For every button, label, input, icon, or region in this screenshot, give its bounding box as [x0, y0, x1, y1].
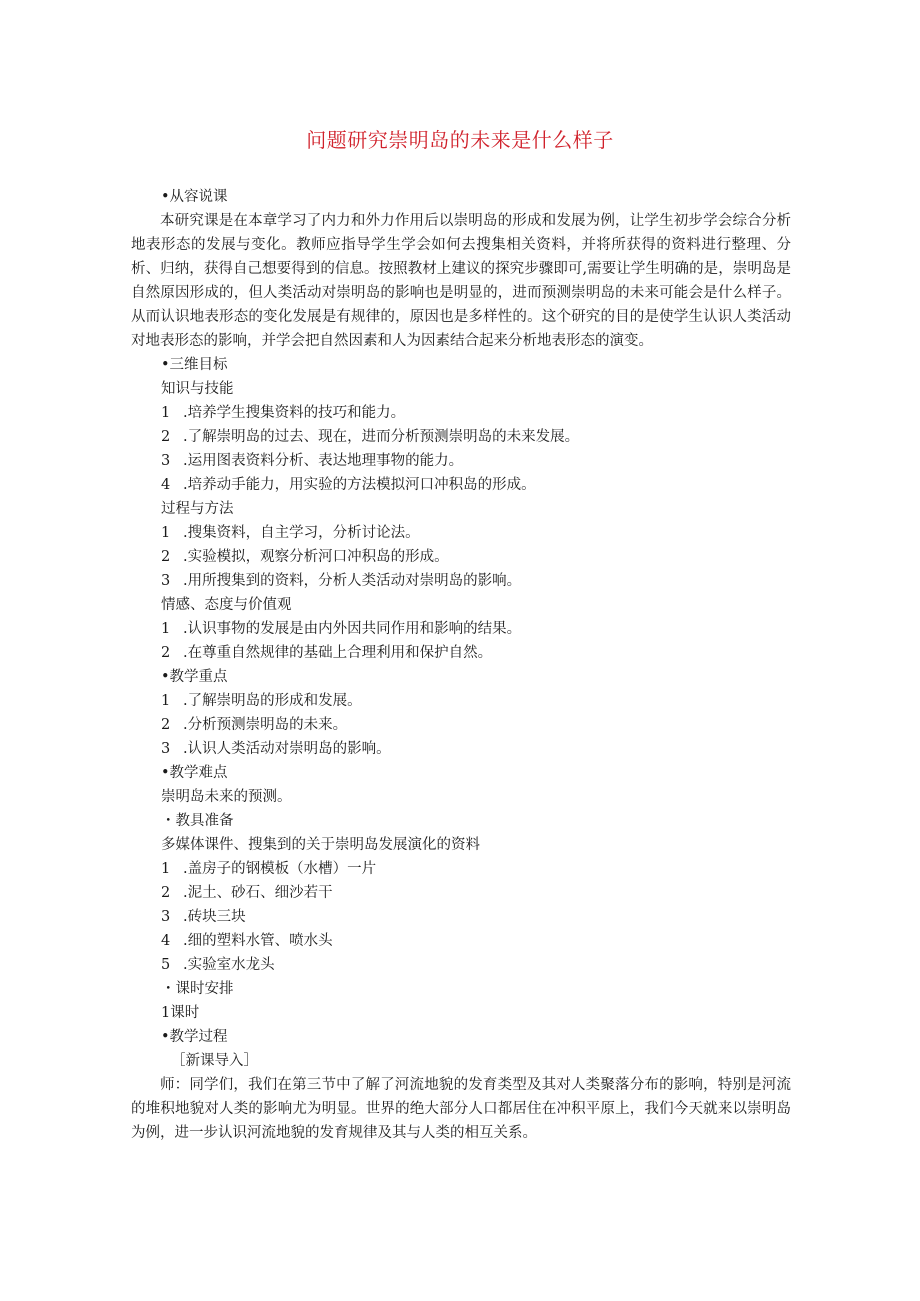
document-body [131, 185, 791, 1145]
list-item: 2 .泥土、砂石、细沙若干 [161, 885, 333, 901]
subheading-process-methods: 过程与方法 [161, 501, 234, 517]
teaching-notes-paragraph: 本研究课是在本章学习了内力和外力作用后以崇明岛的形成和发展为例，让学生初步学会综合分析地表形态的发展与变化。教师应指导学生学会如何去搜集相关资料，并将所获得的资料进行整理、分析、归纳，获得自己想要得到的信息。按照教材上建议的探究步骤即可,需要让学生明确的是，崇明岛是自然原因形成的，但人类活动对崇明岛的影响也是明显的，进而预测崇明岛的未来可能会是什么样子。从而认识地表形态的变化发展是有规律的，原因也是多样性的。这个研究的目的是使学生认识人类活动对地表形态的影响，并学会把自然因素和人为因素结合起来分析地表形态的演变。 [131, 213, 791, 349]
document-title: 问题研究崇明岛的未来是什么样子 [306, 128, 614, 152]
list-item: 1 .盖房子的钢模板（水槽）一片 [161, 861, 377, 877]
list-item: 3 .砖块三块 [161, 909, 246, 925]
list-item: 1 .搜集资料，自主学习，分析讨论法。 [161, 525, 420, 541]
section-heading-teaching-notes: •从容说课 [161, 189, 228, 205]
list-item: 4 .培养动手能力，用实验的方法模拟河口冲积岛的形成。 [161, 477, 536, 493]
section-heading-schedule: ・课时安排 [161, 981, 234, 997]
list-item: 2 .实验模拟，观察分析河口冲积岛的形成。 [161, 549, 449, 565]
teaching-aids-text: 多媒体课件、搜集到的关于崇明岛发展演化的资料 [161, 837, 480, 853]
list-item: 3 .运用图表资料分析、表达地理事物的能力。 [161, 453, 464, 469]
section-heading-objectives: •三维目标 [161, 357, 228, 373]
list-item: 5 .实验室水龙头 [161, 957, 275, 973]
subheading-attitudes-values: 情感、态度与价值观 [161, 597, 292, 613]
list-item: 2 .了解崇明岛的过去、现在，进而分析预测崇明岛的未来发展。 [161, 429, 580, 445]
subheading-knowledge-skills: 知识与技能 [161, 381, 234, 397]
schedule-text: 1课时 [161, 1005, 200, 1021]
section-heading-process: •教学过程 [161, 1029, 228, 1045]
introduction-paragraph: 师：同学们，我们在第三节中了解了河流地貌的发育类型及其对人类聚落分布的影响，特别是河流的堆积地貌对人类的影响尤为明显。世界的绝大部分人口都居住在冲积平原上，我们今天就来以崇明岛为例，进一步认识河流地貌的发育规律及其与人类的相互关系。 [131, 1077, 791, 1141]
section-heading-key-points: •教学重点 [161, 669, 228, 685]
difficulties-text: 崇明岛未来的预测。 [161, 789, 292, 805]
list-item: 2 .在尊重自然规律的基础上合理利用和保护自然。 [161, 645, 493, 661]
section-heading-difficulties: •教学难点 [161, 765, 228, 781]
list-item: 3 .认识人类活动对崇明岛的影响。 [161, 741, 391, 757]
list-item: 4 .细的塑料水管、喷水头 [161, 933, 333, 949]
list-item: 1 .认识事物的发展是由内外因共同作用和影响的结果。 [161, 621, 522, 637]
subheading-introduction: ［新课导入］ [171, 1053, 258, 1069]
section-heading-teaching-aids: ・教具准备 [161, 813, 234, 829]
list-item: 1 .了解崇明岛的形成和发展。 [161, 693, 362, 709]
list-item: 3 .用所搜集到的资料，分析人类活动对崇明岛的影响。 [161, 573, 522, 589]
list-item: 2 .分析预测崇明岛的未来。 [161, 717, 348, 733]
list-item: 1 .培养学生搜集资料的技巧和能力。 [161, 405, 406, 421]
